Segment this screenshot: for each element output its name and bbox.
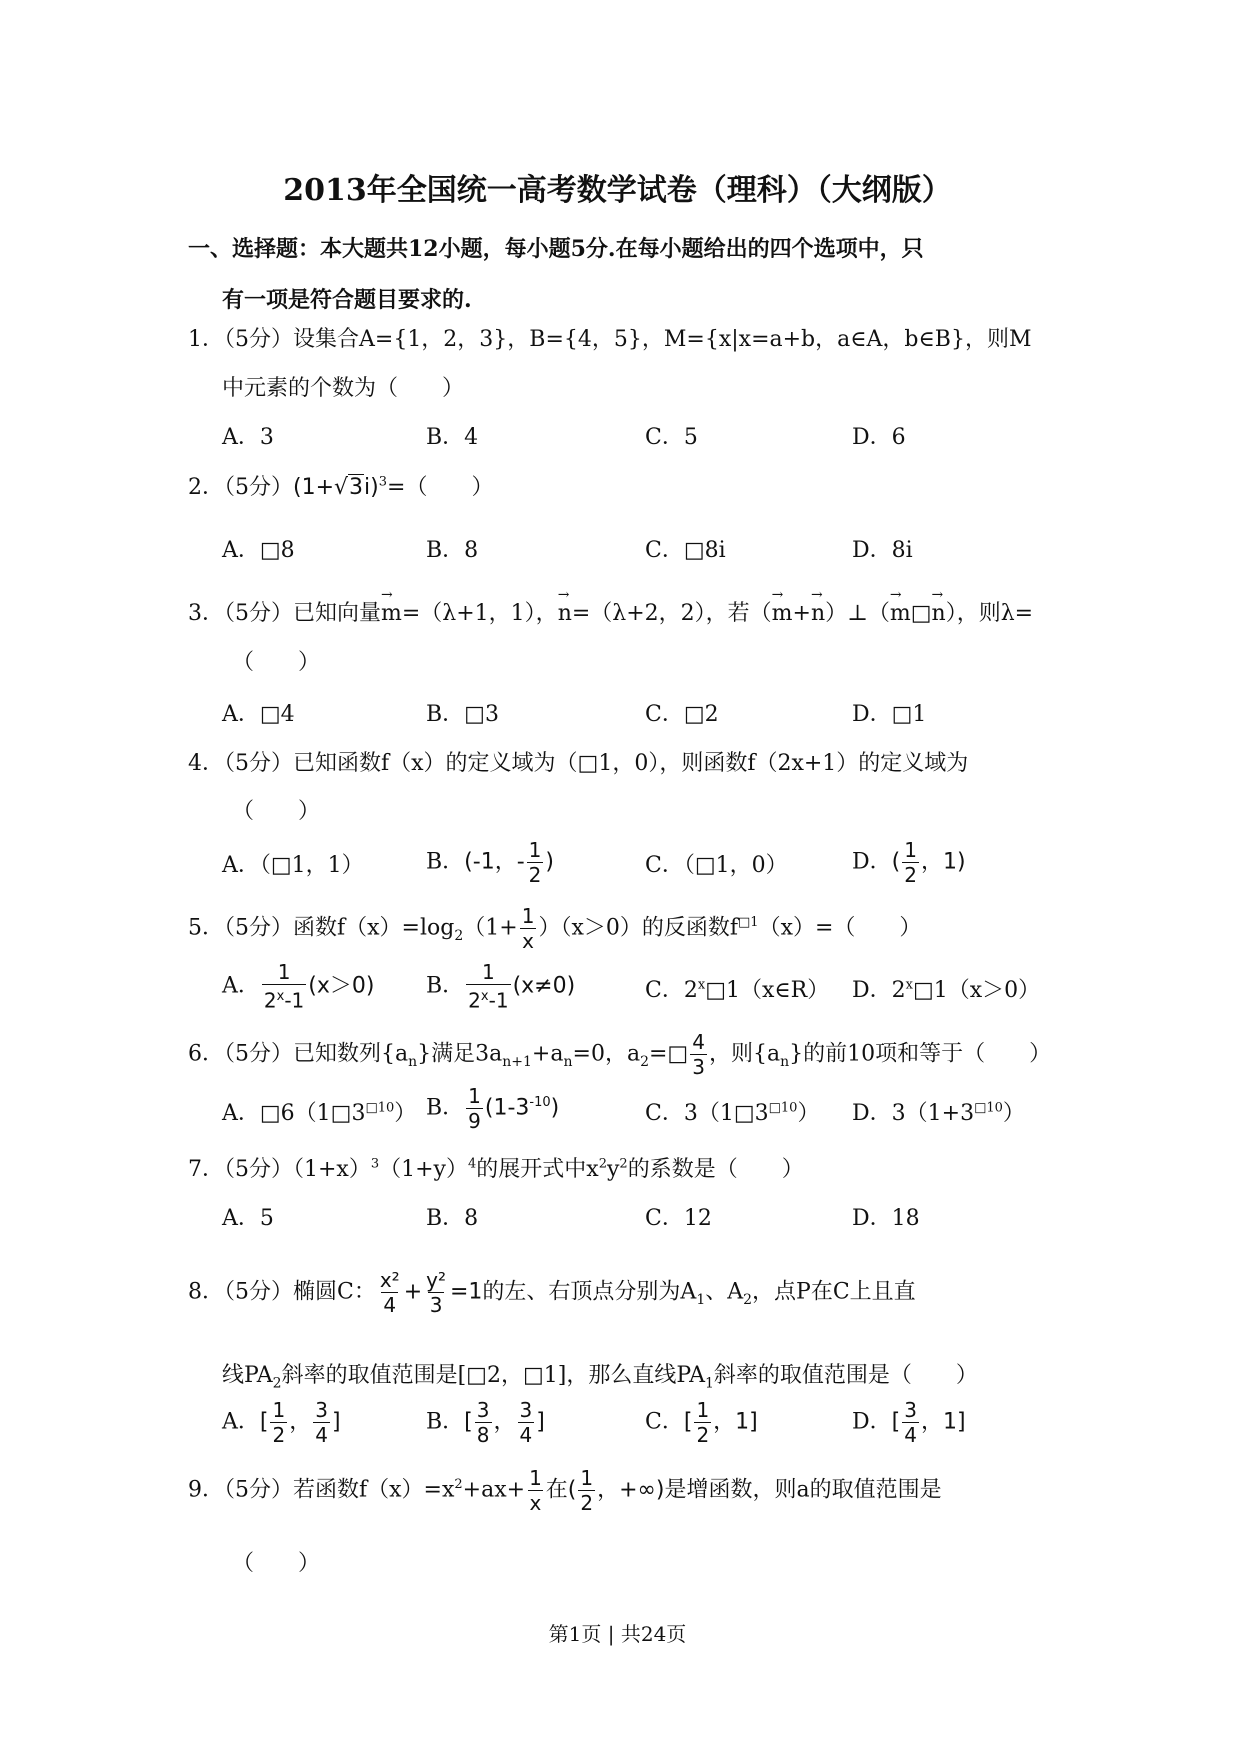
q3-option-d: D．□1 <box>852 702 927 727</box>
q6-option-d: D．$3(1+3^{□10})$ <box>852 1100 1025 1126</box>
q1-option-a: A．3 <box>222 425 274 450</box>
q4-option-b: B．(-1，- $\frac{1}{2}$ ) <box>426 838 554 887</box>
q7-option-c: C．12 <box>645 1206 712 1231</box>
question-8-line2: 线$PA_2$斜率的取值范围是[□2，□1]，那么直线$PA_1$斜率的取值范围是（ ） <box>222 1363 978 1392</box>
q3-option-a: A．□4 <box>222 702 295 727</box>
section-heading-line2: 有一项是符合题目要求的. <box>222 287 472 313</box>
q5-option-c: C．2$^x$□1（x∈R） <box>645 977 830 1003</box>
q1-option-d: D．6 <box>852 425 906 450</box>
page-title: 2013年全国统一高考数学试卷（理科）（大纲版） <box>283 173 952 208</box>
q8-option-b: B．[ $\frac{3}{8}$ ， $\frac{3}{4}$ ] <box>426 1398 545 1447</box>
question-4-line2: （ ） <box>232 799 321 824</box>
vector-n: → n <box>558 601 572 626</box>
vector-m: → m <box>381 601 402 626</box>
question-3: 3．（5分）已知向量→ m=（λ+1，1），→ n=（λ+2，2），若（→ m+→ n）⊥（→ m□→ n），则λ= <box>188 596 1033 627</box>
q6-option-b: B． $\frac{1}{9}$ $(1-3^{-10})$ <box>426 1084 560 1133</box>
question-1: 1．（5分）设集合A={1，2，3}，B={4，5}，M={x|x=a+b，a∈A，b∈B}，则M <box>188 327 1032 352</box>
q8-option-a: A．[ $\frac{1}{2}$ ， $\frac{3}{4}$ ] <box>222 1398 341 1447</box>
q7-option-b: B．8 <box>426 1206 479 1231</box>
question-2: 2．（5分）$(1+√3i)^3=$（ ） <box>188 474 494 500</box>
question-4: 4．（5分）已知函数f（x）的定义域为（□1，0），则函数f（2x+1）的定义域为 <box>188 751 969 776</box>
question-6: 6．（5分）已知数列$\{a_n\}$满足$3a_{n+1}+a_n=0$，$a_2=□$ $\frac{4}{3}$ ，则$\{a_n\}$的前10项和等于（ ） <box>188 1030 1052 1079</box>
page-footer: 第1页 | 共24页 <box>548 1622 687 1646</box>
question-9: 9．（5分）若函数$f(x)=x^2+ax+$ $\frac{1}{x}$ 在( $\frac{1}{2}$ ，+∞)是增函数，则a的取值范围是 <box>188 1466 942 1515</box>
q2-option-b: B．8 <box>426 538 479 563</box>
question-8: 8．（5分）椭圆C： $\frac{\text{x²}}{4}$ + $\frac{\text{y²}}{3}$ =1的左、右顶点分别为$A_1$、$A_2$，点P在C上且直 <box>188 1268 916 1317</box>
question-1-line2: 中元素的个数为（ ） <box>222 376 465 401</box>
q1-option-b: B．4 <box>426 425 479 450</box>
q2-option-a: A．□8 <box>222 538 295 563</box>
question-5: 5．（5分）函数$f(x)=\log_2(1+$ $\frac{1}{x}$ ）（x＞0）的反函数$f^{□1}(x)=$（ ） <box>188 904 922 953</box>
q8-option-d: D．[ $\frac{3}{4}$ ，1] <box>852 1398 966 1447</box>
q6-option-c: C．$3(1□3^{□10})$ <box>645 1100 820 1126</box>
q6-option-a: A．$□6(1□3^{□10})$ <box>222 1100 417 1126</box>
q7-option-a: A．5 <box>222 1206 274 1231</box>
question-7: 7．（5分）$(1+x)^3(1+y)^4$的展开式中$x^2y^2$的系数是（ ） <box>188 1156 804 1182</box>
question-9-line2: （ ） <box>232 1551 321 1576</box>
section-heading-line1: 一、选择题：本大题共12小题，每小题5分.在每小题给出的四个选项中，只 <box>188 236 924 262</box>
q4-option-a: A．（□1，1） <box>222 853 364 878</box>
q5-option-d: D．$2^x□1(x>0)$ <box>852 977 1041 1003</box>
q3-option-c: C．□2 <box>645 702 719 727</box>
q4-option-d: D．( $\frac{1}{2}$ ，1) <box>852 838 966 887</box>
q2-expression: (1+√3i) <box>293 475 379 500</box>
q1-option-c: C．5 <box>645 425 698 450</box>
question-3-line2: （ ） <box>232 650 321 675</box>
q7-option-d: D．18 <box>852 1206 920 1231</box>
q2-option-d: D．8i <box>852 538 913 563</box>
q8-option-c: C．[ $\frac{1}{2}$ ，1] <box>645 1398 758 1447</box>
q5-option-a: A． $\frac{1}{2^x-1}$ (x＞0) <box>222 960 375 1013</box>
q5-option-b: B． $\frac{1}{2^x-1}$ (x≠0) <box>426 960 576 1013</box>
q4-option-c: C．（□1，0） <box>645 853 788 878</box>
q2-option-c: C．□8i <box>645 538 726 563</box>
q3-option-b: B．□3 <box>426 702 499 727</box>
